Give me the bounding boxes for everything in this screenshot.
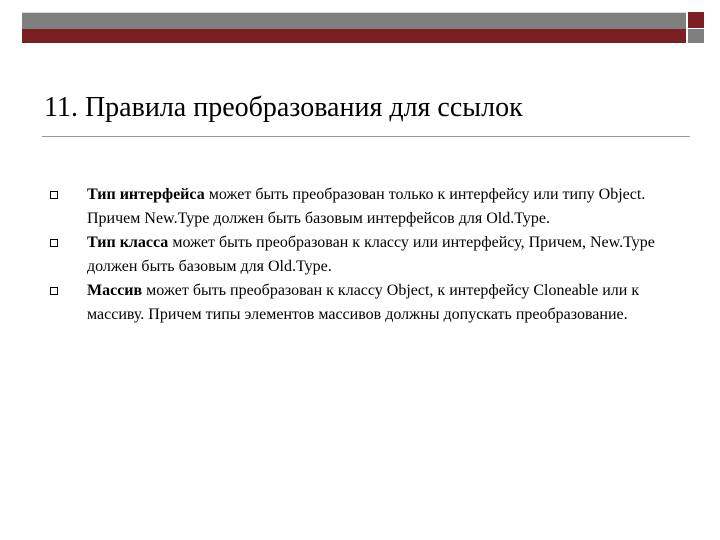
- bullet-body: может быть преобразован к классу или интерфейсу, Причем, New.Type должен быть базовым для Old.Type.: [87, 234, 655, 275]
- bullet-body: может быть преобразован только к интерфейсу или типу Object. Причем New.Type должен быть базовым интерфейсов для Old.Type.: [87, 186, 646, 227]
- bullet-item-interface-type: [50, 183, 670, 231]
- top-decorative-bar-dark-red: [22, 29, 686, 43]
- bullet-lead-term: Тип класса: [87, 234, 169, 251]
- corner-square-dark-red: [688, 12, 704, 28]
- corner-square-gray: [688, 29, 704, 43]
- hollow-square-bullet-icon: [50, 239, 58, 247]
- title-divider: [42, 136, 690, 137]
- bullet-list: [50, 183, 670, 327]
- bullet-lead-term: Массив: [87, 282, 143, 299]
- bullet-text: [87, 183, 670, 231]
- bullet-item-class-type: [50, 231, 670, 279]
- bullet-text: [87, 279, 670, 327]
- hollow-square-bullet-icon: [50, 287, 58, 295]
- bullet-item-array: [50, 279, 670, 327]
- slide-title: 11. Правила преобразования для ссылок: [44, 92, 523, 123]
- hollow-square-bullet-icon: [50, 191, 58, 199]
- bullet-text: [87, 231, 670, 279]
- top-decorative-bar-gray: [22, 12, 686, 29]
- bullet-body: может быть преобразован к классу Object, к интерфейсу Cloneable или к массиву. Причем типы элементов массивов должны допускать преобразование.: [87, 282, 640, 323]
- bullet-lead-term: Тип интерфейса: [87, 186, 205, 203]
